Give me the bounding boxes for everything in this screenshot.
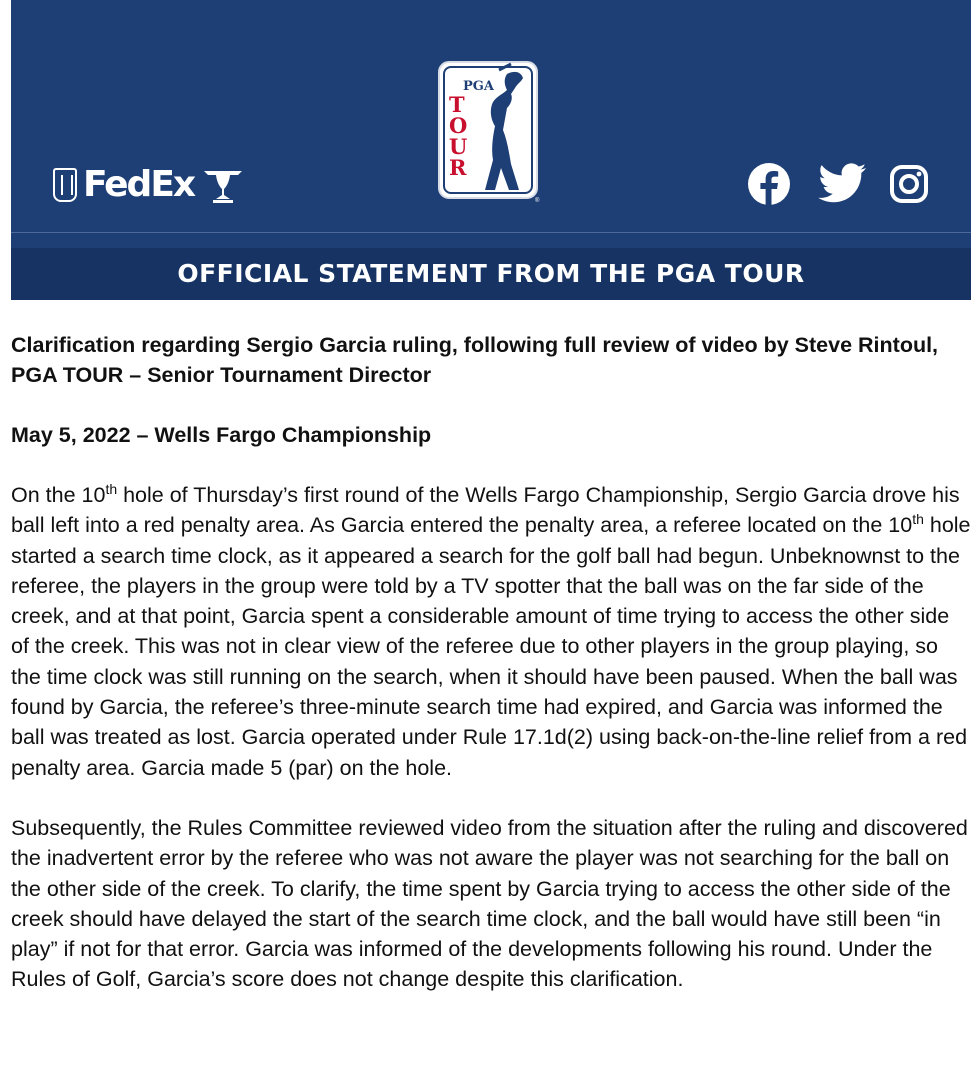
twitter-link[interactable] [817,160,867,208]
svg-text:®: ® [535,198,540,204]
svg-text:T: T [449,92,465,117]
svg-text:PGA: PGA [463,79,494,94]
facebook-link[interactable] [747,160,791,208]
svg-text:O: O [449,113,468,138]
banner-divider [11,232,971,233]
statement-body [11,330,973,995]
statement-title: Clarification regarding Sergio Garcia ruling, following full review of video by Steve Rintoul, PGA TOUR – Senior Tournament Director [11,333,939,387]
pga-tour-logo [437,60,540,204]
tour-shield-icon [53,168,77,202]
fedex-cup-logo [53,164,246,206]
twitter-icon [817,163,867,205]
statement-dateline: May 5, 2022 – Wells Fargo Championship [11,423,432,447]
banner-title: OFFICIAL STATEMENT FROM THE PGA TOUR [177,259,805,288]
facebook-icon [747,162,791,206]
statement-paragraph-2: Subsequently, the Rules Committee reviewed video from the situation after the ruling and discovered the inadvertent error by the referee who was not aware the player was not searching for the ball on the other side of the creek. To clarify, the time spent by Garcia trying to access the other side of the creek should have delayed the start of the search time clock, and the ball would have still been “in play” if not for that error. Garcia was informed of the developments following his round. Under the Rules of Golf, Garcia’s score does not change despite this clarification. [11,815,968,992]
svg-text:R: R [449,155,467,180]
header-banner [11,0,971,300]
statement-paragraph-1: On the 10th hole of Thursday’s first round of the Wells Fargo Championship, Sergio Garcia drove his ball left into a red penalty area. As Garcia entered the penalty area, a referee located on the 10th hole started a search time clock, as it appeared a search for the golf ball had begun. Unbeknownst to the referee, the players in the group were told by a TV spotter that the ball was on the far side of the creek, and at that point, Garcia spent a considerable amount of time trying to access the other side of the creek. This was not in clear view of the referee due to other players in the group playing, so the time clock was still running on the search, when it should have been paused. When the ball was found by Garcia, the referee’s three-minute search time had expired, and Garcia was informed the ball was treated as lost. Garcia operated under Rule 17.1d(2) using back-on-the-line relief from a red penalty area. Garcia made 5 (par) on the hole. [11,481,971,780]
trophy-icon [200,165,246,205]
instagram-icon [889,164,929,204]
instagram-link[interactable] [889,160,929,208]
svg-text:U: U [449,134,468,159]
fedex-wordmark: FedEx [83,164,195,205]
